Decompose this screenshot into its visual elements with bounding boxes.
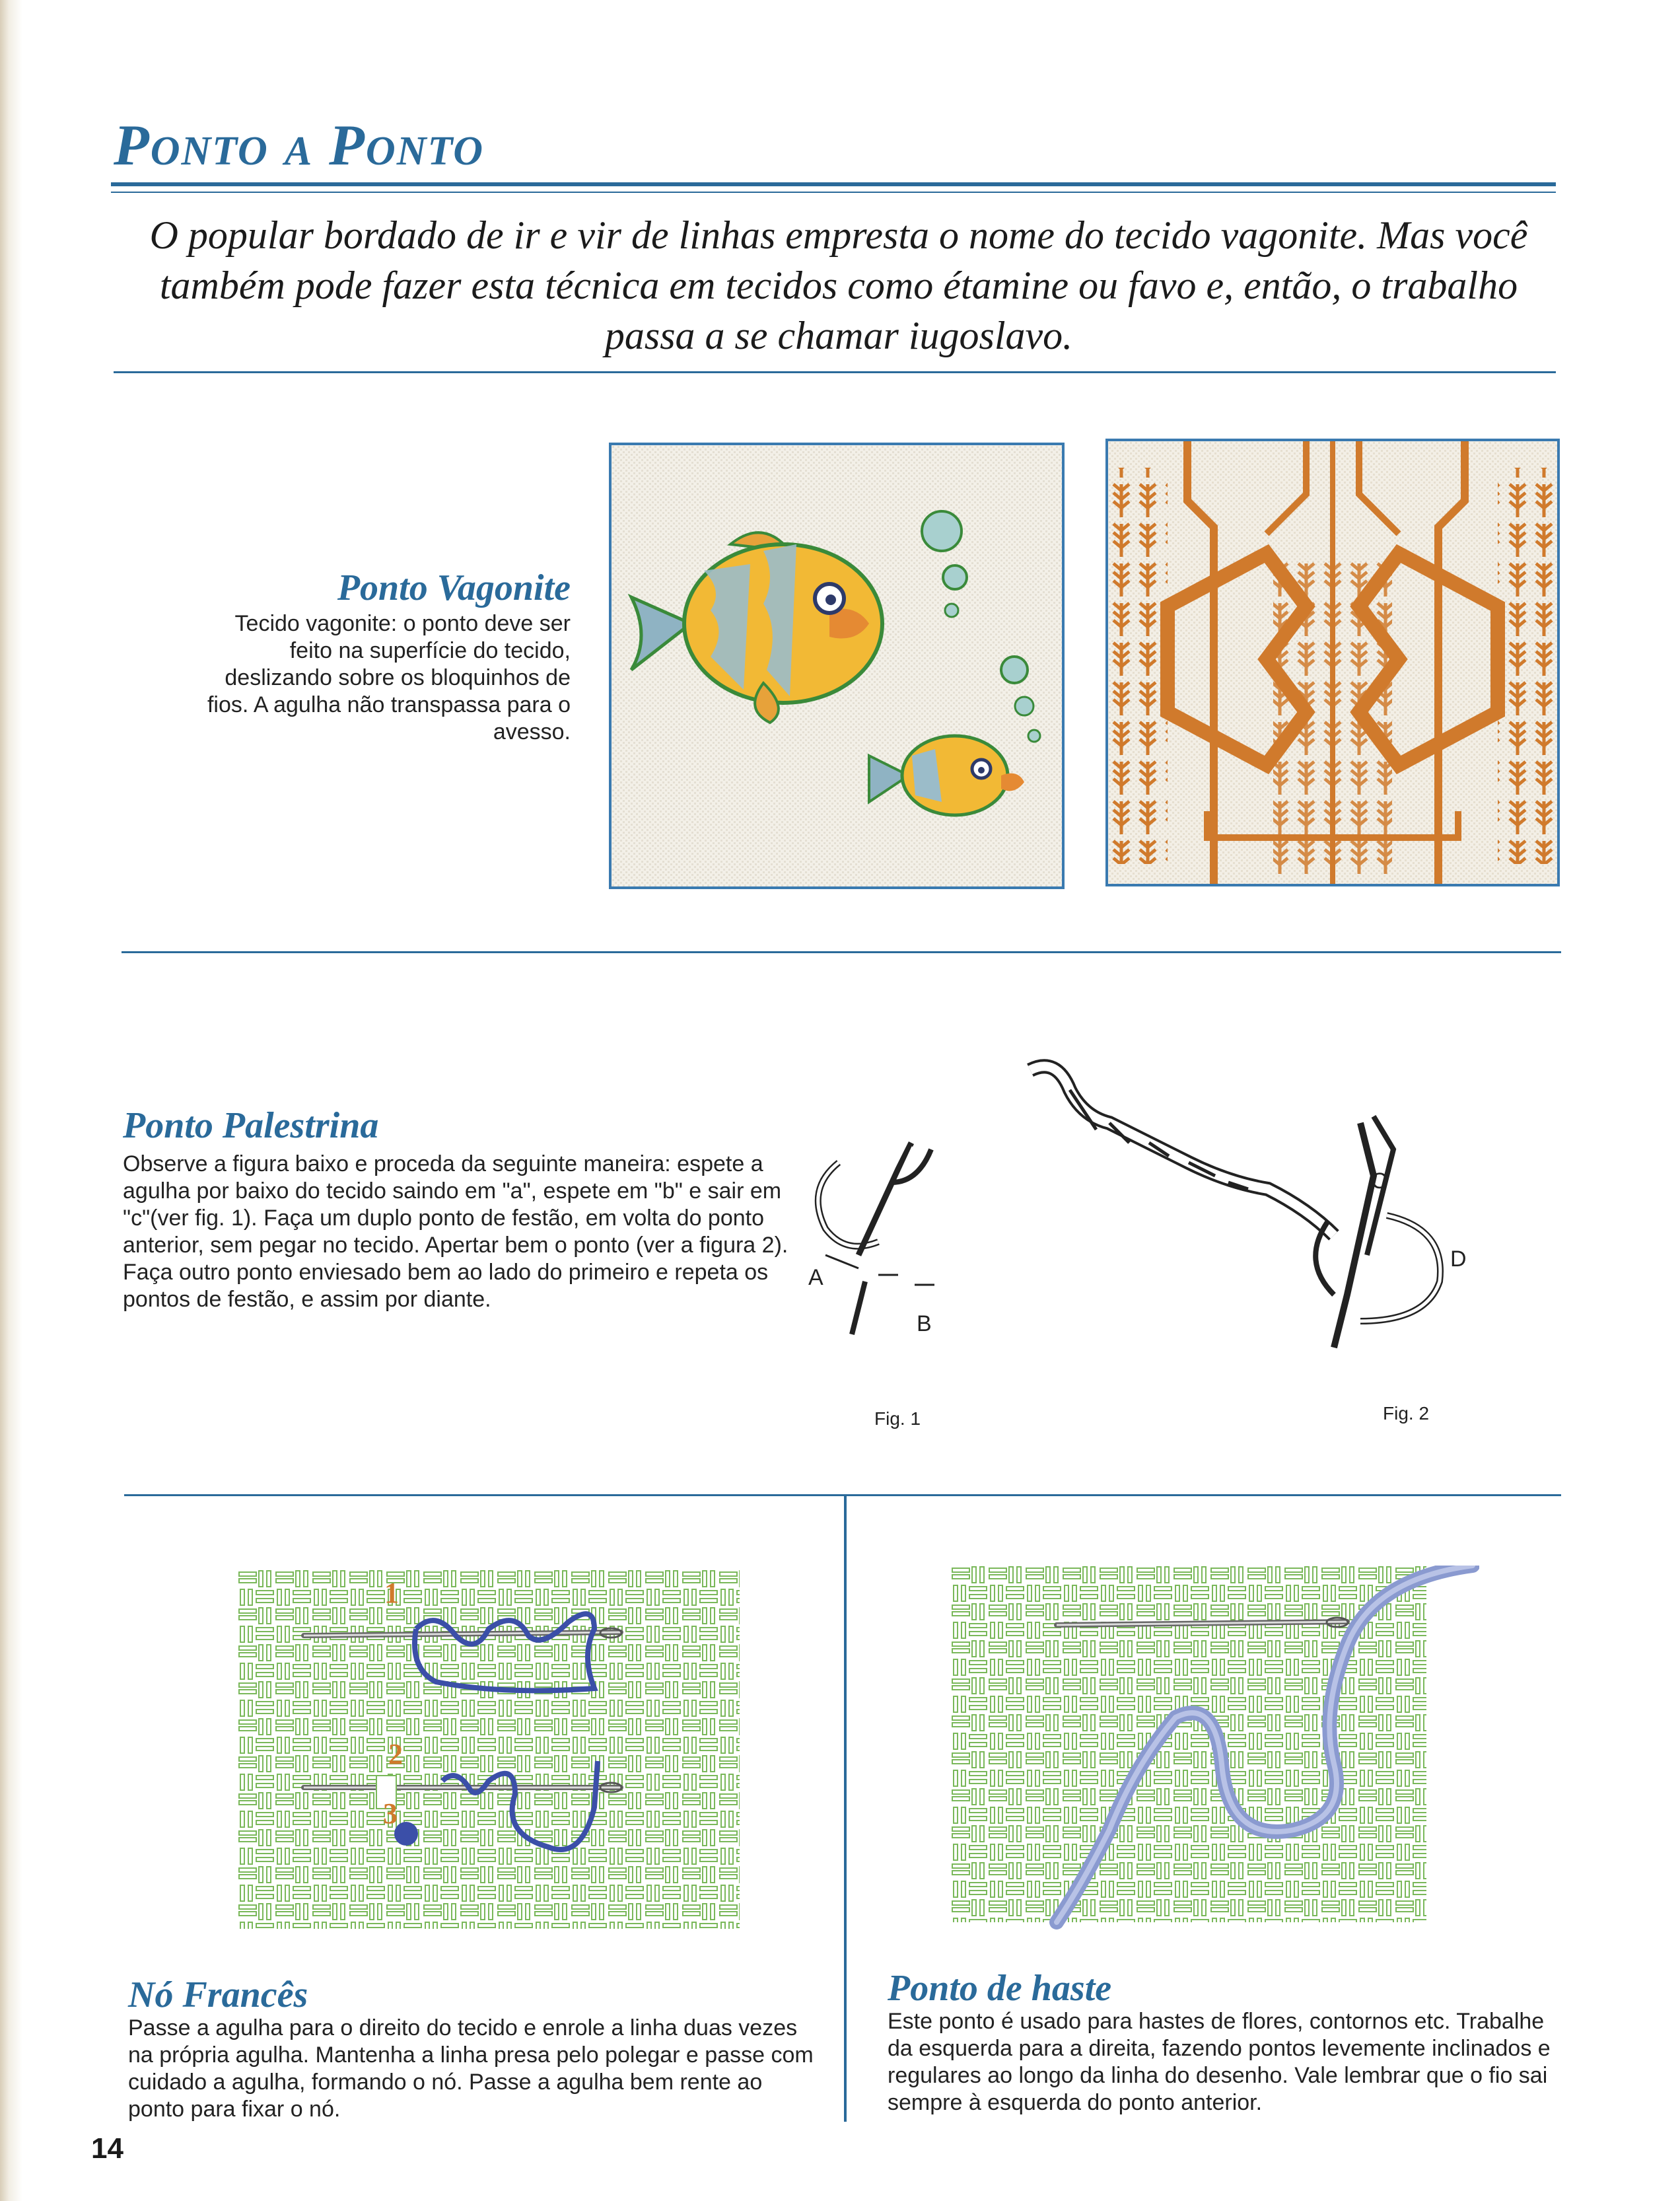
haste-diagram-image: [951, 1566, 1479, 1935]
section-rule-2: [124, 1494, 1561, 1496]
title-rule-thick: [111, 182, 1556, 186]
fig1-label-a: A: [808, 1265, 823, 1290]
haste-diagram: [951, 1566, 1479, 1935]
step-label-1: 1: [384, 1577, 399, 1609]
page-number: 14: [91, 2132, 123, 2165]
palestrina-title: Ponto Palestrina: [123, 1105, 379, 1146]
intro-text: O popular bordado de ir e vir de linhas empresta o nome do tecido vagonite. Mas você também pode fazer esta técnica em tecidos como étamine ou favo e, então, o trabalho passa a se chamar iugoslavo.: [149, 213, 1528, 357]
fig2-label-c: C: [1371, 1169, 1387, 1194]
palestrina-text: Observe a figura baixo e proceda da seguinte maneira: espete a agulha por baixo do tecido saindo em "a", espete em "b" e sair em "c"(ver fig. 1). Faça um duplo ponto de festão, em volta do ponto anterior, sem pegar no tecido. Apertar bem o ponto (ver a figura 2). Faça outro ponto enviesado bem ao lado do primeiro e repeta os pontos de festão, e assim por diante.: [123, 1151, 788, 1312]
fig1-caption: Fig. 1: [874, 1408, 921, 1429]
fig1-label-b: B: [917, 1311, 932, 1336]
step-label-2: 2: [388, 1738, 403, 1770]
page-title: Ponto a Ponto: [114, 114, 485, 178]
palestrina-fig2-image: [1017, 1044, 1506, 1387]
no-frances-diagram: [238, 1570, 740, 1929]
page-binding-edge: [0, 0, 22, 2201]
haste-text: Este ponto é usado para hastes de flores, contornos etc. Trabalhe da esquerda para a direita, fazendo pontos levemente inclinados e regulares ao longo da linha do desenho. Vale lembrar que o fio sai sempre à esquerda do ponto anterior.: [888, 2009, 1551, 2115]
fish-embroidery-image: [612, 445, 1062, 886]
no-frances-text: Passe a agulha para o direito do tecido e enrole a linha duas vezes na própria agulha. Mantenha a linha presa pelo polegar e passe com cuidado a agulha, formando o nó. Passe a agulha bem rente ao ponto para fixar o nó.: [128, 2015, 814, 2122]
section-rule-1: [122, 951, 1561, 953]
vagonite-text: Tecido vagonite: o ponto deve ser feito na superfície do tecido, deslizando sobre os bloquinhos de fios. A agulha não transpassa para o avesso.: [207, 611, 571, 744]
geometric-embroidery-photo: [1105, 439, 1560, 886]
palestrina-fig2: [1017, 1044, 1506, 1387]
fig2-caption: Fig. 2: [1383, 1403, 1430, 1424]
fig2-label-d: D: [1450, 1246, 1467, 1272]
vagonite-title: Ponto Vagonite: [337, 567, 571, 608]
title-rule-thin: [111, 192, 1556, 193]
intro-rule: [114, 371, 1556, 373]
no-frances-diagram-image: [238, 1570, 740, 1929]
fish-embroidery-photo: [609, 443, 1065, 889]
geometric-embroidery-image: [1108, 441, 1557, 884]
palestrina-fig1: [799, 1123, 997, 1387]
haste-title: Ponto de haste: [888, 1968, 1112, 2009]
step-label-3: 3: [383, 1797, 398, 1830]
palestrina-fig1-image: [799, 1123, 997, 1387]
column-divider: [844, 1494, 847, 2122]
no-frances-title: Nó Francês: [128, 1974, 308, 2015]
